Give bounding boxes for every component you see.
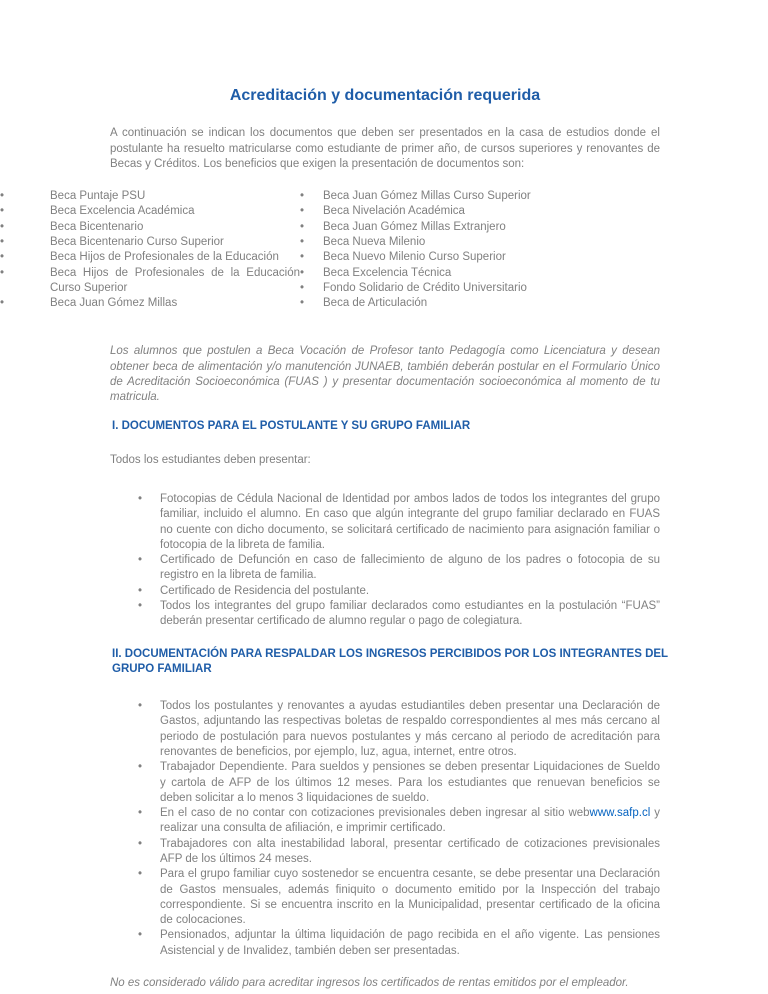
requirement-text-prefix: En el caso de no contar con cotizaciones previsionales deben ingresar al sitio web	[160, 807, 590, 820]
benefit-item: • Beca Juan Gómez Millas Extranjero	[300, 220, 532, 235]
requirement-item: • Certificado de Defunción en caso de fallecimiento de alguno de los padres o fotocopia de su registro en la libreta de familia.	[138, 553, 660, 584]
benefits-list-left	[0, 189, 300, 311]
benefit-item: • Beca Juan Gómez Millas	[0, 296, 300, 311]
requirement-item-with-link	[138, 806, 660, 837]
benefit-item: • Beca Nuevo Milenio Curso Superior	[300, 250, 532, 265]
benefit-item: • Beca de Articulación	[300, 296, 532, 311]
benefit-item: • Beca Juan Gómez Millas Curso Superior	[300, 189, 532, 204]
benefits-list-right	[300, 189, 532, 311]
requirement-item: • Para el grupo familiar cuyo sostenedor se encuentra cesante, se debe presentar una Declaración de Gastos mensuales, además finiquito o documento emitido por la Inspección del trabajo correspondiente. Si se encuentra inscrito en la Municipalidad, presentar certificado de la oficina de colocaciones.	[138, 867, 660, 928]
requirement-item: • Certificado de Residencia del postulante.	[138, 584, 660, 599]
benefit-item: • Beca Excelencia Académica	[0, 204, 300, 219]
intro-paragraph: A continuación se indican los documentos que deben ser presentados en la casa de estudios donde el postulante ha resuelto matricularse como estudiante de primer año, de cursos superiores y renovantes de Becas y Créditos. Los beneficios que exigen la presentación de documentos son:	[110, 127, 660, 170]
requirement-item: • Pensionados, adjuntar la última liquidación de pago recibida en el año vigente. Las pensiones Asistencial y de Invalidez, también deben ser presentadas.	[138, 928, 660, 959]
benefit-item: • Beca Nivelación Académica	[300, 204, 532, 219]
section1-heading: I. DOCUMENTOS PARA EL POSTULANTE Y SU GRUPO FAMILIAR	[112, 420, 471, 433]
benefit-item: • Beca Hijos de Profesionales de la Educación	[0, 250, 300, 265]
vocacion-note: Los alumnos que postulen a Beca Vocación de Profesor tanto Pedagogía como Licenciatura y desean obtener beca de alimentación y/o manutención JUNAEB, también deberán postular en el Formulario Único de Acreditación Socioeconómica (FUAS ) y presentar documentación socioeconómica al momento de tu matricula.	[110, 345, 660, 404]
benefit-item: • Beca Bicentenario	[0, 220, 300, 235]
requirement-item: • Fotocopias de Cédula Nacional de Identidad por ambos lados de todos los integrantes del grupo familiar, incluido el alumno. En caso que algún integrante del grupo familiar declarado en FUAS no cuente con dicho documento, se solicitará certificado de nacimiento para asignación familiar o fotocopia de la libreta de familia.	[138, 492, 660, 553]
footer-note: No es considerado válido para acreditar ingresos los certificados de rentas emitidos por el empleador.	[110, 976, 629, 989]
benefit-item: • Fondo Solidario de Crédito Universitario	[300, 281, 532, 296]
requirement-item: • Trabajador Dependiente. Para sueldos y pensiones se deben presentar Liquidaciones de Sueldo y cartola de AFP de los últimos 12 meses. Para los estudiantes que renuevan beneficios se deben solicitar a lo menos 3 liquidaciones de sueldo.	[138, 760, 660, 806]
benefit-item: • Beca Excelencia Técnica	[300, 266, 532, 281]
section1-lead: Todos los estudiantes deben presentar:	[110, 453, 311, 466]
safp-link[interactable]: www.safp.cl	[589, 807, 651, 820]
requirement-item: • Todos los integrantes del grupo familiar declarados como estudiantes en la postulación “FUAS” deberán presentar certificado de alumno regular o pago de colegiatura.	[138, 599, 660, 630]
section1-requirements	[138, 492, 660, 630]
requirement-item: • Trabajadores con alta inestabilidad laboral, presentar certificado de cotizaciones previsionales AFP de los últimos 24 meses.	[138, 837, 660, 868]
benefit-item: • Beca Nueva Milenio	[300, 235, 532, 250]
requirement-text-suffix: y realizar una consulta de afiliación, e imprimir certificado.	[160, 807, 660, 835]
benefits-lists	[0, 189, 768, 311]
section2-requirements	[138, 699, 660, 959]
section2-heading: II. DOCUMENTACIÓN PARA RESPALDAR LOS INGRESOS PERCIBIDOS POR LOS INTEGRANTES DEL GRUPO FAMILIAR	[112, 647, 668, 675]
benefit-item: • Beca Hijos de Profesionales de la Educación Curso Superior	[0, 266, 300, 297]
document-title: Acreditación y documentación requerida	[229, 87, 541, 104]
benefit-item: • Beca Puntaje PSU	[0, 189, 300, 204]
benefit-item: • Beca Bicentenario Curso Superior	[0, 235, 300, 250]
requirement-item: • Todos los postulantes y renovantes a ayudas estudiantiles deben presentar una Declaración de Gastos, adjuntando las respectivas boletas de respaldo correspondientes al mes más cercano al periodo de postulación para nuevos postulantes y más cercano al periodo de acreditación para renovantes de beneficios, por ejemplo, luz, agua, internet, entre otros.	[138, 699, 660, 760]
